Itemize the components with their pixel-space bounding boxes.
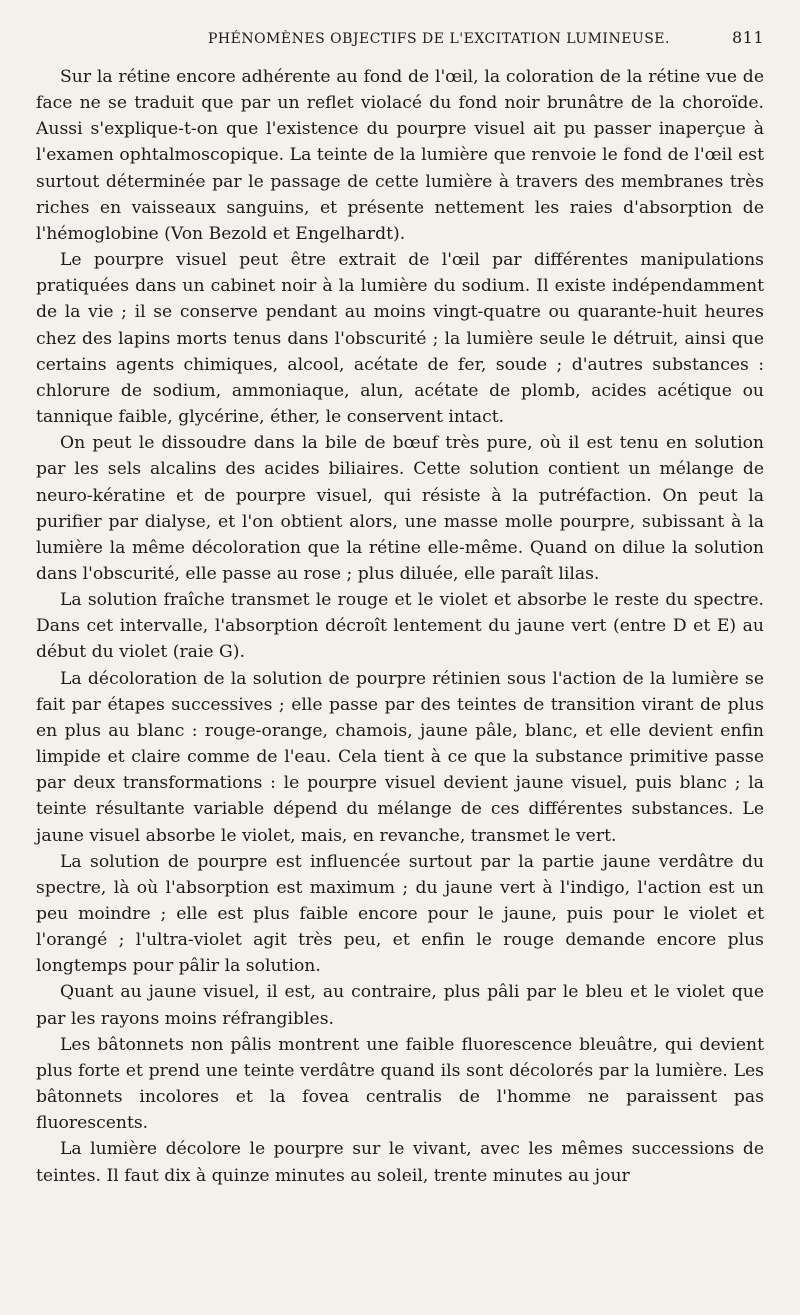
paragraph: La lumière décolore le pourpre sur le vivant, avec les mêmes successions de teintes. Il faut dix à quinze minutes au soleil, trente minutes au jour: [36, 1139, 764, 1186]
paragraph: Quant au jaune visuel, il est, au contraire, plus pâli par le bleu et le violet que par les rayons moins réfrangibles.: [36, 982, 764, 1029]
running-title: PHÉNOMÈNES OBJECTIFS DE L'EXCITATION LUMINEUSE.: [207, 31, 670, 47]
paragraph: La solution fraîche transmet le rouge et le violet et absorbe le reste du spectre. Dans cet intervalle, l'absorption décroît lentement du jaune vert (entre D et E) au début du violet (raie G).: [36, 590, 764, 663]
paragraph: La décoloration de la solution de pourpre rétinien sous l'action de la lumière se fait par étapes successives ; elle passe par des teintes de transition virant de plus en plus au blanc : rouge-orange, chamois, jaune pâle, blanc, et elle devient enfin limpide et claire comme de l'eau. Cela tient à ce que la substance primitive passe par deux transformations : le pourpre visuel devient jaune visuel, puis blanc ; la teinte résultante variable dépend du mélange de ces différentes substances. Le jaune visuel absorbe le violet, mais, en revanche, transmet le vert.: [36, 668, 764, 846]
paragraph: Le pourpre visuel peut être extrait de l'œil par différentes manipulations pratiquées dans un cabinet noir à la lumière du sodium. Il existe indépendamment de la vie ; il se conserve pendant au moins vingt-quatre ou quarante-huit heures chez des lapins morts tenus dans l'obscurité ; la lumière seule le détruit, ainsi que certains agents chimiques, alcool, acétate de fer, soude ; d'autres substances : chlorure de sodium, ammoniaque, alun, acétate de plomb, acides acétique ou tannique faible, glycérine, éther, le conservent intact.: [36, 250, 764, 428]
paragraph: Sur la rétine encore adhérente au fond de l'œil, la coloration de la rétine vue de face ne se traduit que par un reflet violacé du fond noir brunâtre de la choroïde. Aussi s'explique-t-on que l'existence du pourpre visuel ait pu passer inaperçue à l'examen ophtalmoscopique. La teinte de la lumière que renvoie le fond de l'œil est surtout déterminée par le passage de cette lumière à travers des membranes très riches en vaisseaux sanguins, et présente nettement les raies d'absorption de l'hémoglobine (Von Bezold et Engelhardt).: [36, 67, 764, 244]
paragraph: On peut le dissoudre dans la bile de bœuf très pure, où il est tenu en solution par les sels alcalins des acides biliaires. Cette solution contient un mélange de neuro-kératine et de pourpre visuel, qui résiste à la putréfaction. On peut la purifier par dialyse, et l'on obtient alors, une masse molle pourpre, subissant à la lumière la même décoloration que la rétine elle-même. Quand on dilue la solution dans l'obscurité, elle passe au rose ; plus diluée, elle paraît lilas.: [36, 433, 764, 584]
paragraph: Les bâtonnets non pâlis montrent une faible fluorescence bleuâtre, qui devient plus forte et prend une teinte verdâtre quand ils sont décolorés par la lumière. Les bâtonnets incolores et la fovea centralis de l'homme ne paraissent pas fluorescents.: [36, 1034, 764, 1134]
running-head: [36, 28, 764, 58]
body-text: [36, 64, 764, 1189]
paragraph: La solution de pourpre est influencée surtout par la partie jaune verdâtre du spectre, là où l'absorption est maximum ; du jaune vert à l'indigo, l'action est un peu moindre ; elle est plus faible encore pour le jaune, puis pour le violet et l'orangé ; l'ultra-violet agit très peu, et enfin le rouge demande encore plus longtemps pour pâlir la solution.: [36, 851, 764, 977]
page-number: 811: [731, 28, 764, 47]
